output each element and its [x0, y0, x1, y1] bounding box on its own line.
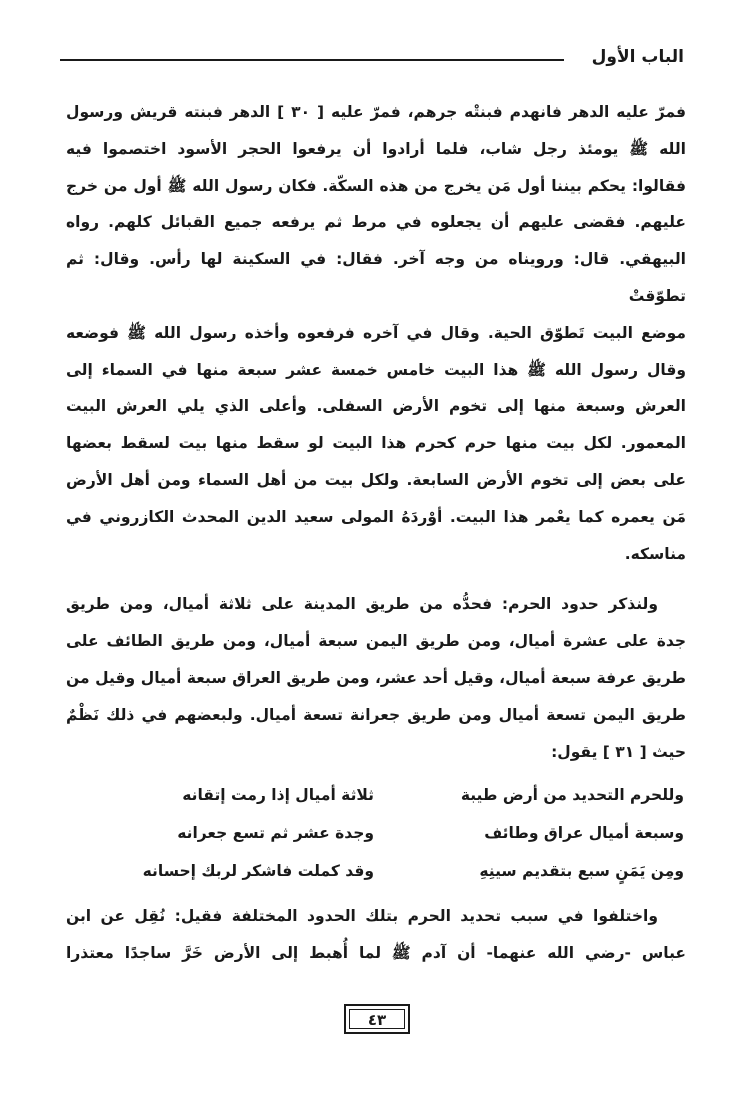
text-line: على بعض إلى تخوم الأرض السابعة. ولكل بيت من أهل السماء ومن أهل الأرض [66, 470, 686, 489]
poem-verse [94, 852, 684, 890]
text-line: طريق عرفة سبعة أميال، وقيل أحد عشر، ومن طريق العراق سبعة أميال وقيل من [66, 668, 686, 687]
text-line: البيهقي. قال: ورويناه من وجه آخر. فقال: في السكينة لها رأس. وقال: ثم تطوّقتْ [66, 250, 686, 305]
verse-first-hemistich: وللحرم التحديد من أرض طيبة [460, 786, 684, 804]
verse-first-hemistich: وسبعة أميال عراق وطائف [484, 824, 684, 842]
poem [94, 776, 684, 890]
page-number-frame [344, 1004, 410, 1034]
verse-second-hemistich: وجدة عشر ثم تسع جعرانه [177, 824, 374, 842]
page-number: ٤٣ [349, 1009, 405, 1029]
text-line: واختلفوا في سبب تحديد الحرم بتلك الحدود المختلفة فقيل: نُقِل عن ابن [66, 907, 658, 925]
text-line: ولنذكر حدود الحرم: فحدُّه من طريق المدينة على ثلاثة أميال، ومن طريق [66, 595, 658, 614]
text-line: عباس -رضي الله عنهما- أن آدم ﷺ لما أُهبط إلى الأرض خَرَّ ساجدًا معتذرا [66, 943, 686, 962]
closing-text [66, 898, 686, 972]
text-line: مناسكه. [624, 544, 686, 563]
text-line: فقالوا: يحكم بيننا أول مَن يخرج من هذه السكّة. فكان رسول الله ﷺ أول من خرج [66, 176, 686, 195]
text-line: جدة على عشرة أميال، ومن طريق اليمن سبعة أميال، ومن طريق الطائف على [66, 632, 686, 651]
text-line: موضع البيت تَطوّق الحية. وقال في آخره فرفعوه وأخذه رسول الله ﷺ فوضعه [66, 323, 686, 342]
poem-verse [94, 776, 684, 814]
text-line: مَن يعمره كما يعْمر هذا البيت. أوْردَهُ المولى سعيد الدين المحدث الكازروني في [66, 507, 686, 526]
text-line: الله ﷺ يومئذ رجل شاب، فلما أرادوا أن يرفعوا الحجر الأسود اختصموا فيه [66, 139, 686, 158]
verse-second-hemistich: ثلاثة أميال إذا رمت إتقانه [182, 786, 374, 804]
text-line: عليهم. فقضى عليهم أن يجعلوه في مرط ثم يرفعه جميع القبائل كلهم. رواه [66, 213, 686, 232]
verse-first-hemistich: ومِن يَمَنٍ سبع بتقديم سينِهِ [479, 862, 684, 880]
poem-verse [94, 814, 684, 852]
text-line: وقال رسول الله ﷺ هذا البيت خامس خمسة عشر سبعة منها في السماء إلى [66, 360, 686, 379]
text-line: حيث [ ٣١ ] يقول: [551, 742, 686, 761]
text-line: فمرّ عليه الدهر فانهدم فبنتْه جرهم، فمرّ عليه [ ٣٠ ] الدهر فبنته قريش ورسول [66, 103, 686, 121]
text-line: المعمور. لكل بيت منها حرم كحرم هذا البيت لو سقط منها بيت لسقط بعضها [66, 434, 686, 453]
text-line: العرش وسبعة منها إلى تخوم الأرض السفلى. وأعلى الذي يلي العرش البيت [66, 397, 686, 416]
running-header [60, 44, 684, 70]
main-text [66, 94, 686, 770]
verse-second-hemistich: وقد كملت فاشكر لربك إحسانه [142, 862, 374, 880]
chapter-title: الباب الأول [591, 47, 684, 67]
header-rule [60, 59, 564, 61]
text-line: طريق اليمن تسعة أميال ومن طريق جعرانة تسعة أميال. ولبعضهم في ذلك نَظْمٌ [66, 705, 686, 724]
